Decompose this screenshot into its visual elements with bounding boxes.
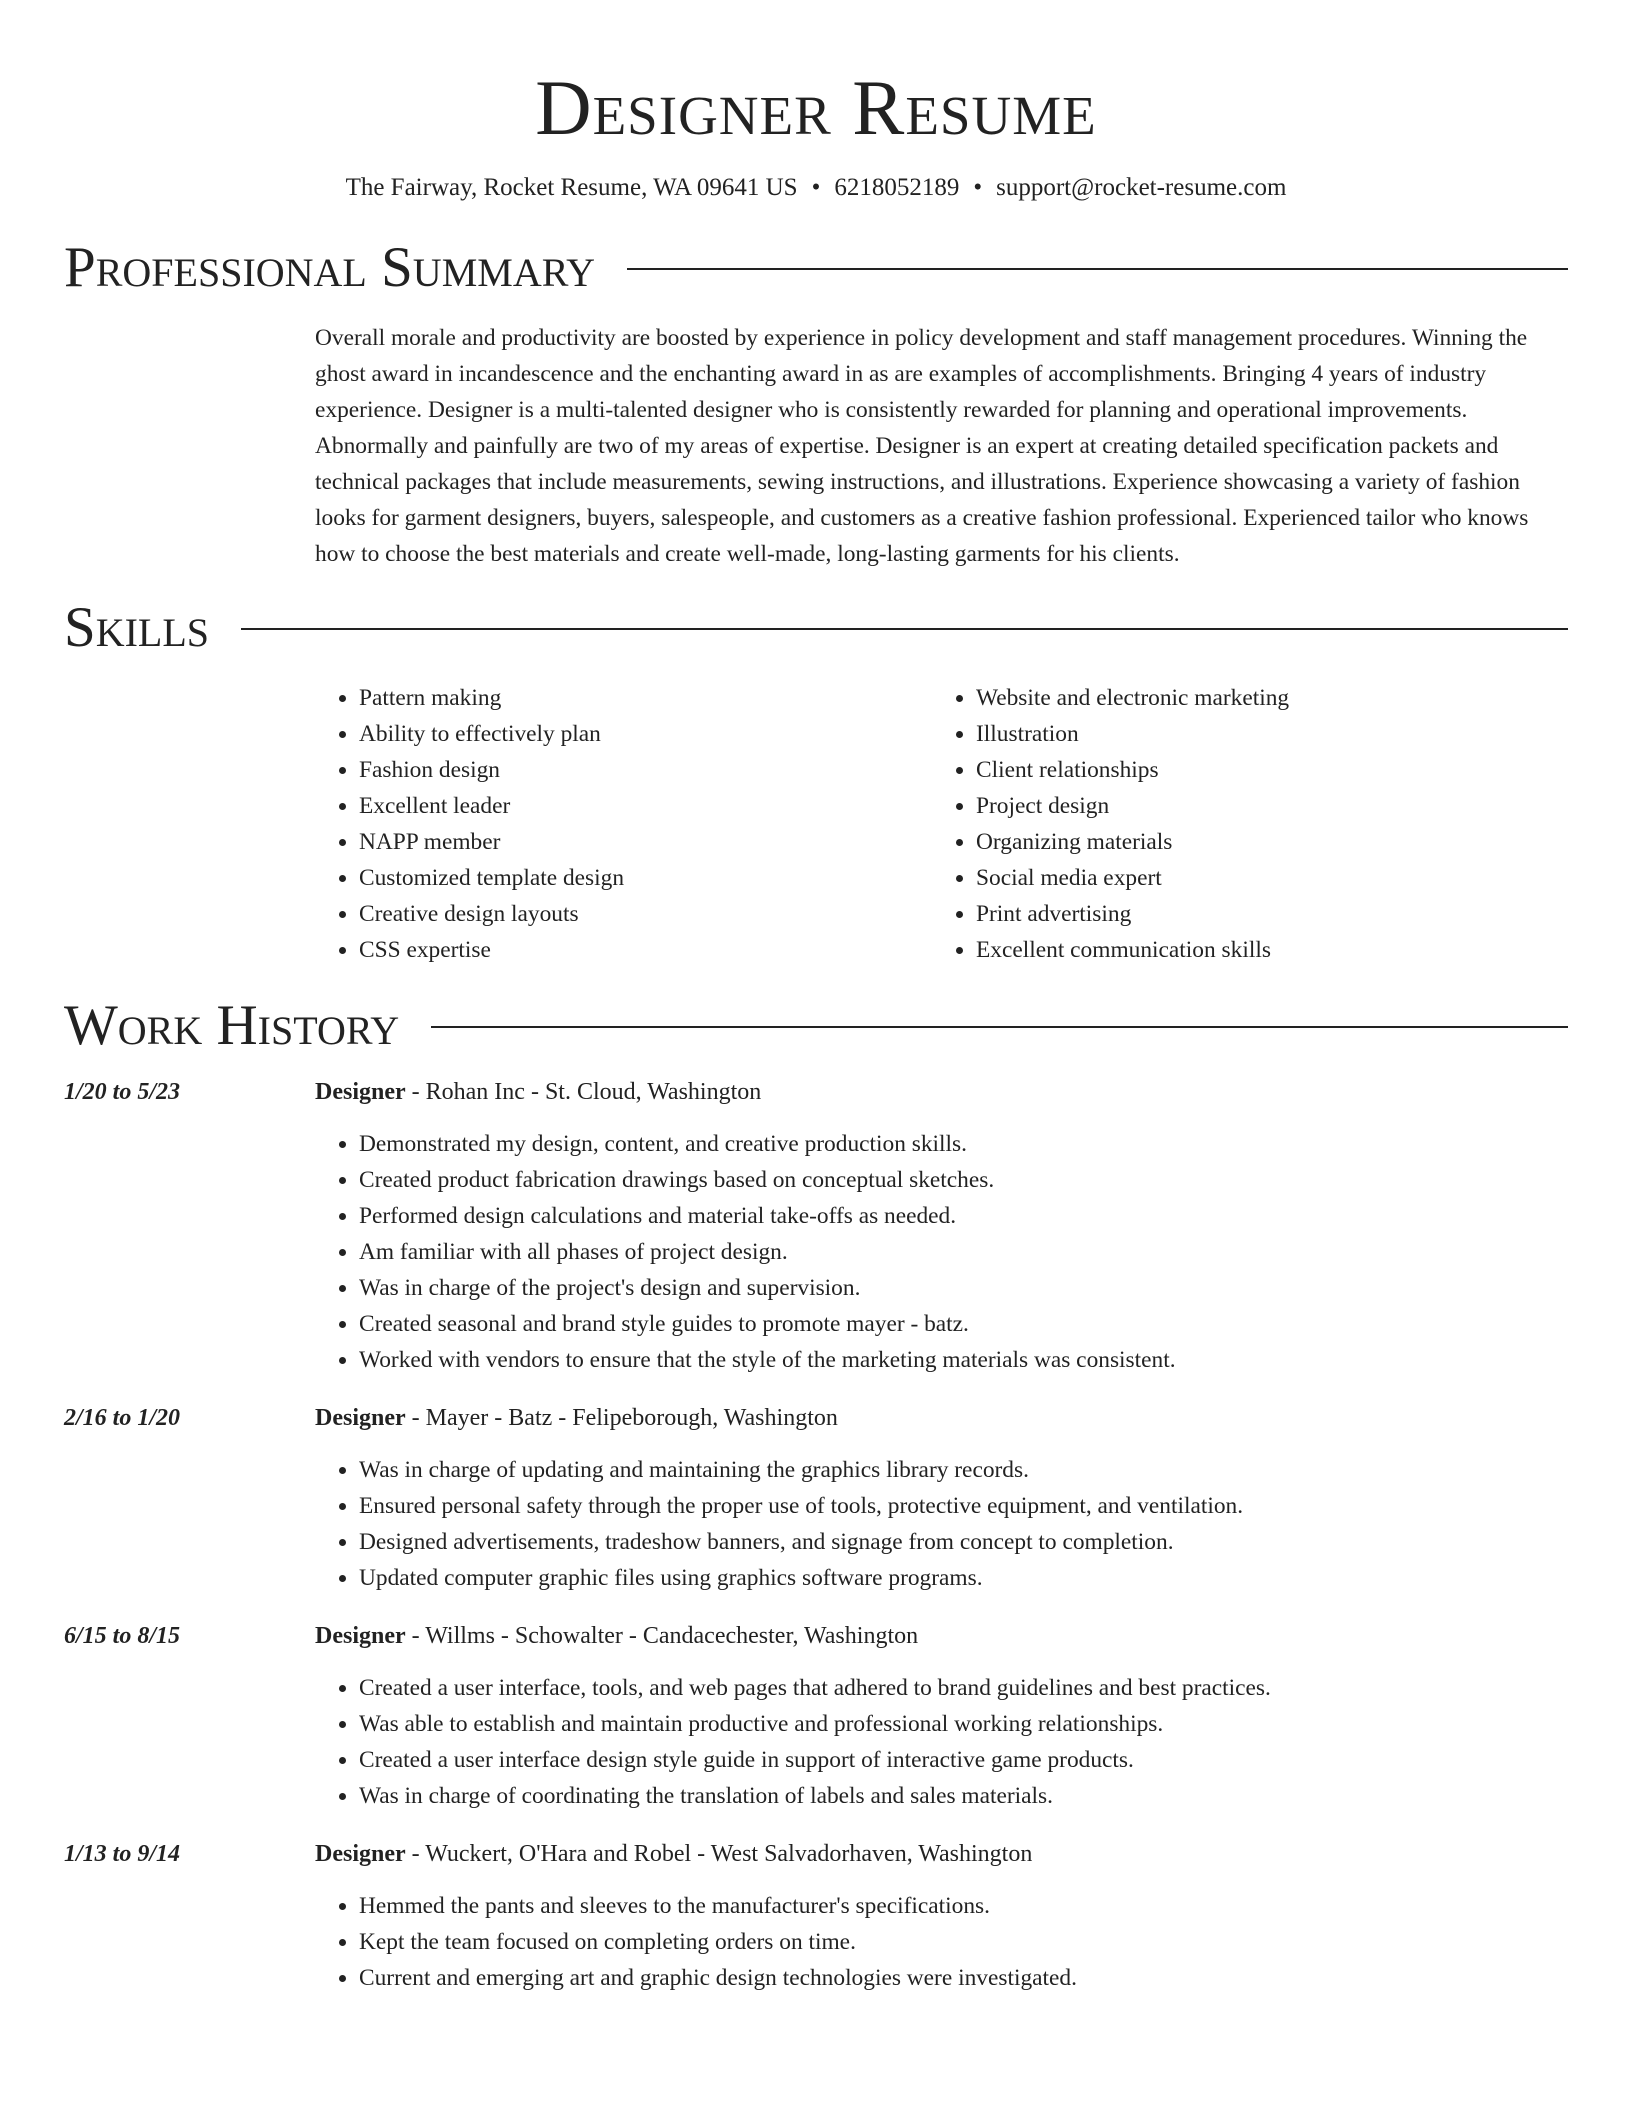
skill-item: • Illustration xyxy=(976,716,1549,752)
job-company-location: - Wuckert, O'Hara and Robel - West Salvadorhaven, Washington xyxy=(405,1841,1033,1867)
job-bullet: • Created a user interface, tools, and web pages that adhered to brand guidelines and best practices. xyxy=(359,1670,1568,1706)
job-bullet: • Was in charge of the project's design and supervision. xyxy=(359,1270,1568,1306)
section-divider xyxy=(627,268,1568,270)
contact-separator: • xyxy=(973,174,983,201)
job-entry xyxy=(64,1618,1568,1814)
job-dates: 1/13 to 9/14 xyxy=(64,1841,181,1867)
job-bullet: • Created a user interface design style guide in support of interactive game products. xyxy=(359,1742,1568,1778)
job-company-location: - Rohan Inc - St. Cloud, Washington xyxy=(405,1079,762,1105)
job-bullet: • Am familiar with all phases of project design. xyxy=(359,1234,1568,1270)
job-bullet: • Updated computer graphic files using graphics software programs. xyxy=(359,1560,1568,1596)
job-bullet: • Hemmed the pants and sleeves to the manufacturer's specifications. xyxy=(359,1888,1568,1924)
job-role: Designer xyxy=(315,1079,406,1105)
job-bullet-list xyxy=(315,1452,1568,1596)
job-bullet: • Worked with vendors to ensure that the style of the marketing materials was consistent. xyxy=(359,1342,1568,1378)
job-bullet-list xyxy=(315,1888,1568,1996)
section-divider xyxy=(431,1026,1568,1028)
job-title-line xyxy=(315,1836,1568,1872)
skill-item: • Pattern making xyxy=(359,680,932,716)
job-dates: 6/15 to 8/15 xyxy=(64,1623,181,1649)
skills-right-column xyxy=(932,680,1549,968)
contact-phone: 6218052189 xyxy=(834,174,960,201)
skills-grid xyxy=(315,680,1568,968)
skills-right-list xyxy=(932,680,1549,968)
job-bullet: • Was in charge of coordinating the translation of labels and sales materials. xyxy=(359,1778,1568,1814)
skill-item: • Excellent leader xyxy=(359,788,932,824)
skills-left-list xyxy=(315,680,932,968)
contact-address: The Fairway, Rocket Resume, WA 09641 US xyxy=(345,174,798,201)
contact-email: support@rocket-resume.com xyxy=(996,174,1287,201)
job-details xyxy=(315,1618,1568,1814)
job-role: Designer xyxy=(315,1841,406,1867)
job-dates: 2/16 to 1/20 xyxy=(64,1405,181,1431)
job-company-location: - Willms - Schowalter - Candacechester, Washington xyxy=(405,1623,919,1649)
skill-item: • Social media expert xyxy=(976,860,1549,896)
skills-section-title: Skills xyxy=(64,596,210,659)
job-details xyxy=(315,1074,1568,1378)
job-bullet: • Current and emerging art and graphic design technologies were investigated. xyxy=(359,1960,1568,1996)
skill-item: • Project design xyxy=(976,788,1549,824)
skill-item: • Website and electronic marketing xyxy=(976,680,1549,716)
skill-item: • CSS expertise xyxy=(359,932,932,968)
job-title-line xyxy=(315,1400,1568,1436)
summary-text: Overall morale and productivity are boosted by experience in policy development and staff management procedures. Winning the ghost award in incandescence and the enchanting award in as are examples of accomplishments. Bringing 4 years of industry experience. Designer is a multi-talented designer who is consistently rewarded for planning and operational improvements. Abnormally and painfully are two of my areas of expertise. Designer is an expert at creating detailed specification packets and technical packages that include measurements, sewing instructions, and illustrations. Experience showcasing a variety of fashion looks for garment designers, buyers, salespeople, and customers as a creative fashion professional. Experienced tailor who knows how to choose the best materials and create well-made, long-lasting garments for his clients. xyxy=(315,325,1529,567)
skills-left-column xyxy=(315,680,932,968)
skills-section-header xyxy=(64,594,1568,662)
job-bullet: • Created seasonal and brand style guides to promote mayer - batz. xyxy=(359,1306,1568,1342)
skill-item: • Print advertising xyxy=(976,896,1549,932)
skill-item: • Client relationships xyxy=(976,752,1549,788)
job-bullet: • Kept the team focused on completing orders on time. xyxy=(359,1924,1568,1960)
job-bullet-list xyxy=(315,1126,1568,1378)
job-company-location: - Mayer - Batz - Felipeborough, Washington xyxy=(405,1405,838,1431)
job-entry xyxy=(64,1074,1568,1378)
job-role: Designer xyxy=(315,1623,406,1649)
job-details xyxy=(315,1836,1568,1996)
skill-item: • Customized template design xyxy=(359,860,932,896)
skill-item: • Creative design layouts xyxy=(359,896,932,932)
contact-separator: • xyxy=(811,174,821,201)
work-section-header xyxy=(64,992,1568,1060)
job-bullet: • Designed advertisements, tradeshow banners, and signage from concept to completion. xyxy=(359,1524,1568,1560)
job-bullet: • Was in charge of updating and maintaining the graphics library records. xyxy=(359,1452,1568,1488)
skill-item: • Ability to effectively plan xyxy=(359,716,932,752)
job-bullet: • Created product fabrication drawings based on conceptual sketches. xyxy=(359,1162,1568,1198)
resume-name-heading: Designer Resume xyxy=(535,64,1097,151)
job-bullet: • Was able to establish and maintain productive and professional working relationships. xyxy=(359,1706,1568,1742)
job-entry xyxy=(64,1836,1568,1996)
section-divider xyxy=(241,628,1568,630)
skill-item: • Fashion design xyxy=(359,752,932,788)
job-bullet-list xyxy=(315,1670,1568,1814)
job-bullet: • Demonstrated my design, content, and creative production skills. xyxy=(359,1126,1568,1162)
skill-item: • Excellent communication skills xyxy=(976,932,1549,968)
contact-line xyxy=(64,172,1568,204)
summary-section-header xyxy=(64,234,1568,302)
skill-item: • NAPP member xyxy=(359,824,932,860)
job-title-line xyxy=(315,1074,1568,1110)
work-history-list xyxy=(64,1074,1568,1996)
job-role: Designer xyxy=(315,1405,406,1431)
resume-page xyxy=(64,0,1568,1996)
job-dates: 1/20 to 5/23 xyxy=(64,1079,181,1105)
summary-section-title: Professional Summary xyxy=(64,236,596,299)
job-entry xyxy=(64,1400,1568,1596)
job-title-line xyxy=(315,1618,1568,1654)
skill-item: • Organizing materials xyxy=(976,824,1549,860)
work-section-title: Work History xyxy=(64,994,400,1057)
job-bullet: • Performed design calculations and material take-offs as needed. xyxy=(359,1198,1568,1234)
job-bullet: • Ensured personal safety through the proper use of tools, protective equipment, and ventilation. xyxy=(359,1488,1568,1524)
job-details xyxy=(315,1400,1568,1596)
